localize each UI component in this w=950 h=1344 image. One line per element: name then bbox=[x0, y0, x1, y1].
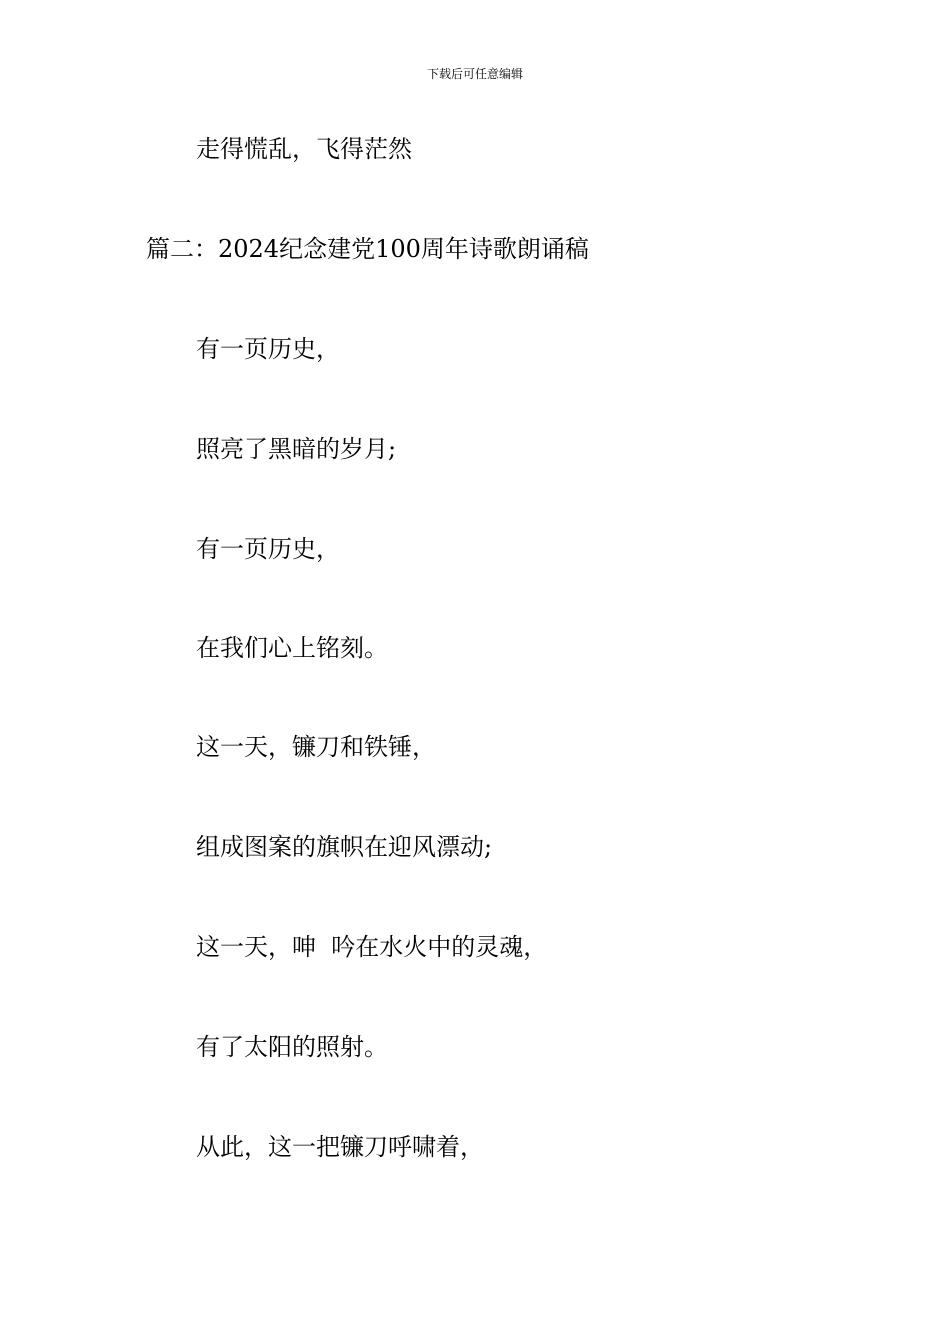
poem-line-3: 有一页历史， bbox=[196, 535, 340, 563]
poem-line-9: 从此，这一把镰刀呼啸着， bbox=[196, 1133, 484, 1161]
poem-line-intro: 走得慌乱，飞得茫然 bbox=[196, 135, 412, 163]
page-header-note: 下载后可任意编辑 bbox=[426, 67, 523, 81]
poem-line-7: 这一天，呻 吟在水火中的灵魂， bbox=[196, 933, 548, 961]
poem-line-2: 照亮了黑暗的岁月; bbox=[196, 435, 397, 463]
poem-line-6: 组成图案的旗帜在迎风漂动; bbox=[196, 833, 493, 861]
poem-line-4: 在我们心上铭刻。 bbox=[196, 634, 388, 662]
section-title: 篇二：2024纪念建党100周年诗歌朗诵稿 bbox=[146, 235, 589, 263]
poem-line-1: 有一页历史， bbox=[196, 335, 340, 363]
poem-line-8: 有了太阳的照射。 bbox=[196, 1033, 388, 1061]
poem-line-5: 这一天，镰刀和铁锤， bbox=[196, 733, 436, 761]
